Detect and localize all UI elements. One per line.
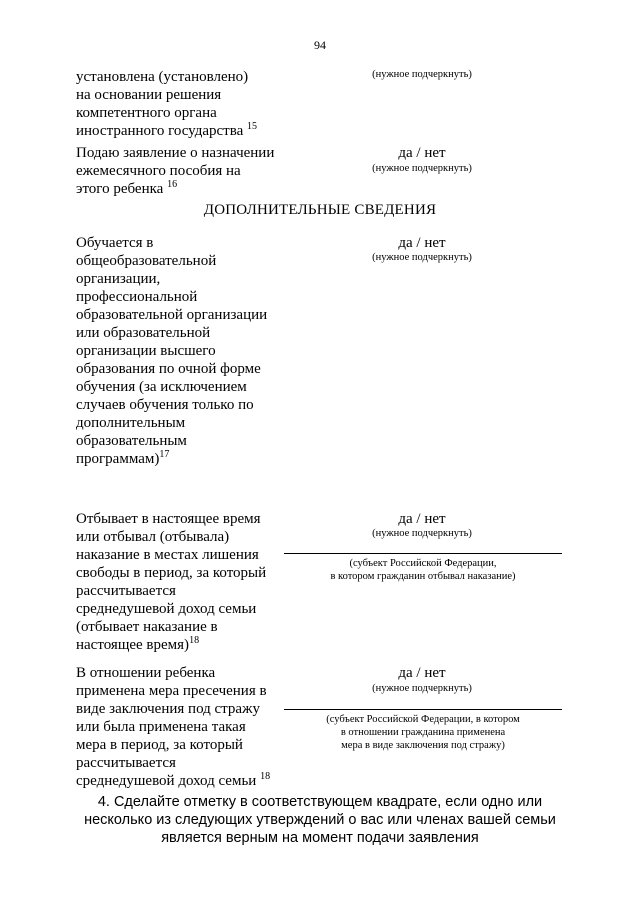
block-5-line: В отношении ребенка	[76, 665, 216, 681]
block-5-hint: (нужное подчеркнуть)	[372, 683, 472, 694]
block-3-hint: (нужное подчеркнуть)	[372, 252, 472, 263]
caption-line: в отношении гражданина применена	[340, 727, 506, 738]
block-4-line	[76, 636, 296, 654]
block-5-line: рассчитывается	[76, 755, 176, 771]
block-5-line: виде заключения под стражу	[76, 701, 260, 717]
footnote-ref: 16	[167, 179, 178, 190]
block-3-text	[76, 234, 296, 468]
block-1-line	[76, 122, 296, 140]
footnote-ref: 15	[247, 121, 258, 132]
section-4-line: 4. Сделайте отметку в соответствующем квадрате, если одно или	[97, 794, 543, 810]
block-4-line-text: настоящее время)	[76, 637, 190, 653]
block-5-text	[76, 664, 306, 790]
block-3-line: дополнительным	[76, 415, 186, 431]
block-4-text	[76, 510, 296, 654]
block-2-line: ежемесячного пособия на	[76, 163, 241, 179]
block-3-line: или образовательной	[76, 325, 211, 341]
block-3-line: образования по очной форме	[76, 361, 261, 377]
section-4-instruction	[60, 793, 580, 847]
block-1-line: на основании решения	[76, 87, 222, 103]
caption-line: (субъект Российской Федерации, в котором	[326, 714, 520, 725]
block-3-line: образовательным	[76, 433, 187, 449]
block-1-line-text: иностранного государства	[76, 123, 244, 139]
block-2-line	[76, 180, 296, 198]
block-3-line	[76, 450, 296, 468]
block-4-line: свободы в период, за который	[76, 565, 267, 581]
block-1-text	[76, 68, 296, 140]
block-3-line: случаев обучения только по	[76, 397, 254, 413]
block-4-line: (отбывает наказание в	[76, 619, 218, 635]
block-5-line: применена мера пресечения в	[76, 683, 267, 699]
block-3-line-text: программам)	[76, 451, 160, 467]
block-2-answer[interactable]: да / нет	[398, 145, 446, 161]
footnote-ref: 17	[159, 449, 170, 460]
block-2-text	[76, 144, 296, 198]
block-3-line: профессиональной	[76, 289, 198, 305]
block-5-line: или была применена такая	[76, 719, 246, 735]
block-5-line-text: среднедушевой доход семьи	[76, 773, 257, 789]
section-heading: ДОПОЛНИТЕЛЬНЫЕ СВЕДЕНИЯ	[203, 202, 437, 218]
block-1-line: компетентного органа	[76, 105, 217, 121]
block-1-hint: (нужное подчеркнуть)	[372, 69, 472, 80]
block-5-line: мера в период, за который	[76, 737, 243, 753]
block-3-line: обучения (за исключением	[76, 379, 247, 395]
block-4-line: рассчитывается	[76, 583, 176, 599]
block-3-line: общеобразовательной	[76, 253, 217, 269]
block-5-field-caption	[284, 713, 562, 752]
block-1-line: установлена (установлено)	[76, 69, 249, 85]
block-2-hint: (нужное подчеркнуть)	[372, 163, 472, 174]
block-2-line: Подаю заявление о назначении	[76, 145, 275, 161]
block-5-answer[interactable]: да / нет	[398, 665, 446, 681]
block-4-field-caption	[284, 557, 562, 583]
footnote-ref: 18	[260, 771, 271, 782]
block-4-line: наказание в местах лишения	[76, 547, 259, 563]
block-3-line: Обучается в	[76, 235, 154, 251]
caption-line: в котором гражданин отбывал наказание)	[330, 571, 516, 582]
caption-line: (субъект Российской Федерации,	[349, 558, 497, 569]
block-4-answer[interactable]: да / нет	[398, 511, 446, 527]
section-4-line: несколько из следующих утверждений о вас или членах вашей семьи	[84, 812, 556, 828]
block-4-line: Отбывает в настоящее время	[76, 511, 261, 527]
block-5-region-field[interactable]	[284, 709, 562, 710]
block-4-region-field[interactable]	[284, 553, 562, 554]
caption-line: мера в виде заключения под стражу)	[341, 740, 505, 751]
block-3-line: организации,	[76, 271, 161, 287]
block-4-hint: (нужное подчеркнуть)	[372, 528, 472, 539]
section-4-line: является верным на момент подачи заявления	[161, 830, 479, 846]
block-4-line: или отбывал (отбывала)	[76, 529, 230, 545]
footnote-ref: 18	[189, 635, 200, 646]
block-5-line	[76, 772, 306, 790]
block-4-line: среднедушевой доход семьи	[76, 601, 257, 617]
page-number: 94	[314, 38, 326, 52]
block-3-answer[interactable]: да / нет	[398, 235, 446, 251]
block-2-line-text: этого ребенка	[76, 181, 164, 197]
block-3-line: образовательной организации	[76, 307, 268, 323]
block-3-line: организации высшего	[76, 343, 216, 359]
